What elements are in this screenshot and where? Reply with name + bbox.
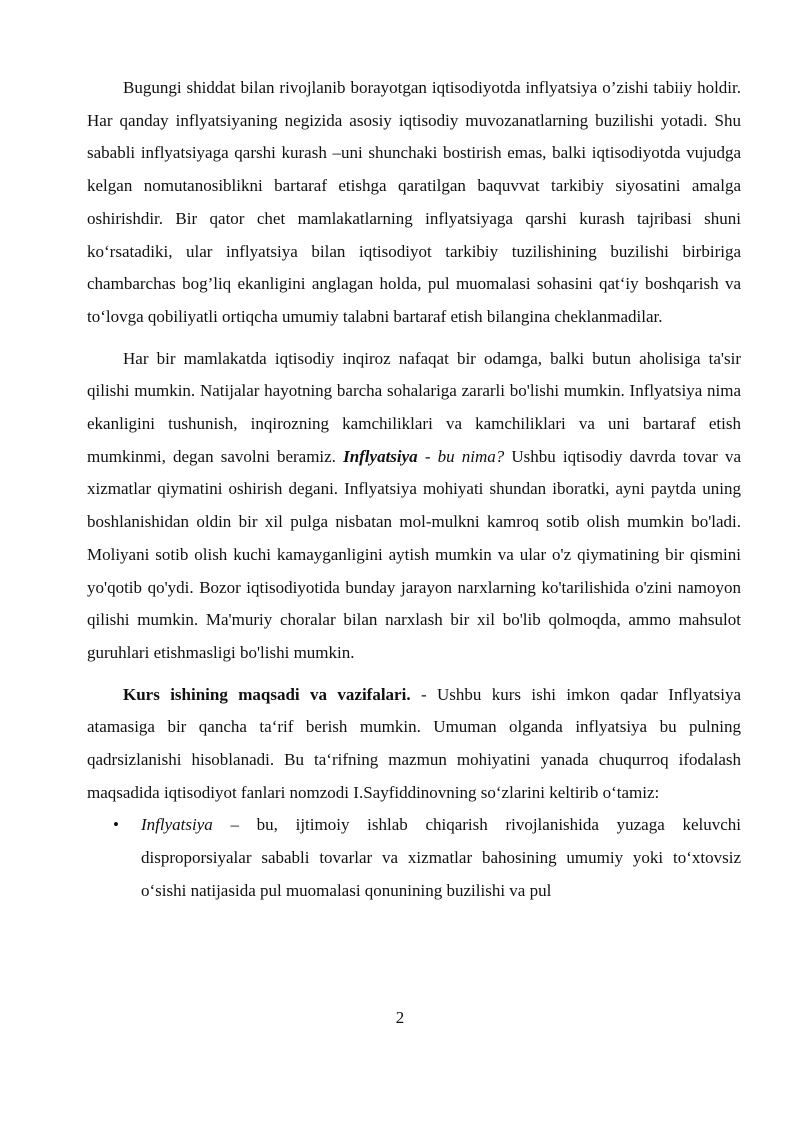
paragraph-crisis-end: Ushbu iqtisodiy davrda tovar va xizmatlar qiymatini oshirish degani. Inflyatsiya mohiyati shundan iboratki, ayni paytda uning boshlanishidan oldin bir xil pulga nisbatan mol-mulkni kamroq sotib olish mumkin bo'ladi. Moliyani sotib olish kuchi kamayganligini aytish mumkin va ular o'z qiymatining bir qismini yo'qotib qo'ydi. Bozor iqtisodiyotida bunday jarayon narxlarning ko'tarilishida o'zini namoyon qilishi mumkin. Ma'muriy choralar bilan narxlash bir xil bo'lib qolmoqda, ammo mahsulot guruhlari etishmasligi bo'lishi mumkin. bbox=[87, 446, 741, 662]
document-body bbox=[87, 72, 741, 908]
page-number: 2 bbox=[395, 1008, 405, 1027]
inflation-term: Inflyatsiya bbox=[343, 446, 418, 466]
paragraph-crisis-start: Har bir mamlakatda iqtisodiy inqiroz nafaqat bir odamga, balki butun aholisiga ta'sir qilishi mumkin. Natijalar hayotning barcha sohalariga zararli bo'lishi mumkin. Inflyatsiya nima ekanligini tushunish, inqirozning kamchiliklari va kamchiliklari va uni bartaraf etish mumkinmi, degan savolni beramiz. bbox=[87, 348, 741, 466]
bullet-definition bbox=[87, 809, 741, 907]
paragraph-goals bbox=[87, 679, 741, 810]
inflation-question: - bu nima? bbox=[417, 446, 505, 466]
paragraph-intro: Bugungi shiddat bilan rivojlanib borayotgan iqtisodiyotda inflyatsiya o’zishi tabiiy holdir. Har qanday inflyatsiyaning negizida asosiy iqtisodiy muvozanatlarning buzilishi yotadi. Shu sababli inflyatsiyaga qarshi kurash –uni shunchaki bostirish emas, balki iqtisodiyotda vujudga kelgan nomutanosiblikni bartaraf etishga qaratilgan baquvvat tarkibiy siyosatini amalga oshirishdir. Bir qator chet mamlakatlarning inflyatsiyaga qarshi kurash tajribasi shuni ko‘rsatadiki, ular inflyatsiya bilan iqtisodiyot tarkibiy tuzilishining buzilishi birbiriga chambarchas bog’liq ekanligini anglagan holda, pul muomalasi sohasini qat‘iy boshqarish va to‘lovga qobiliyatli ortiqcha umumiy talabni bartaraf etish bilangina cheklanmadilar. bbox=[87, 78, 741, 326]
bullet-icon: • bbox=[113, 815, 119, 835]
goals-heading: Kurs ishining maqsadi va vazifalari. bbox=[123, 684, 411, 704]
paragraph-crisis bbox=[87, 343, 741, 670]
bullet-term: Inflyatsiya bbox=[141, 815, 213, 835]
bullet-text: – bu, ijtimoiy ishlab chiqarish rivojlanishida yuzaga keluvchi disproporsiyalar sababli tovarlar va xizmatlar bahosining umumiy yoki to‘xtovsiz o‘sishi natijasida pul muomalasi qonunining buzilishi va pul bbox=[141, 815, 741, 900]
goals-text: - Ushbu kurs ishi imkon qadar Inflyatsiya atamasiga bir qancha ta‘rif berish mumkin. Umuman olganda inflyatsiya bu pulning qadrsizlanishi hisoblanadi. Bu ta‘rifning mazmun mohiyatini yanada chuqurroq ifodalash maqsadida iqtisodiyot fanlari nomzodi I.Sayfiddinovning so‘zlarini keltirib o‘tamiz: bbox=[87, 684, 741, 802]
